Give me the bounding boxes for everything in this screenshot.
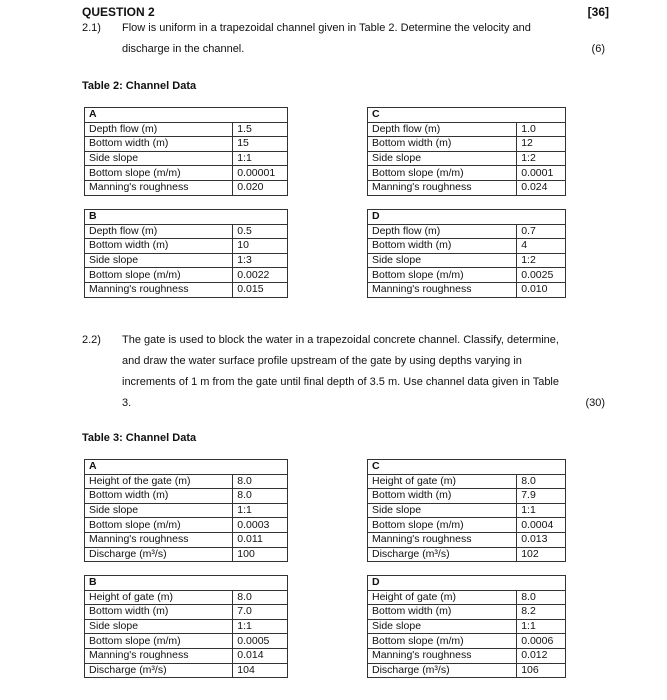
param-name: Bottom width (m): [85, 137, 233, 152]
param-name: Bottom width (m): [368, 239, 517, 254]
param-value: 0.5: [233, 224, 288, 239]
question-title: QUESTION 2: [82, 5, 155, 19]
param-name: Bottom slope (m/m): [368, 268, 517, 283]
param-value: 0.014: [233, 648, 288, 663]
param-value: 0.013: [517, 532, 566, 547]
param-name: Manning's roughness: [368, 282, 517, 297]
table2-d: [367, 209, 566, 298]
param-name: Bottom slope (m/m): [85, 268, 233, 283]
param-value: 0.010: [517, 282, 566, 297]
param-name: Discharge (m³/s): [85, 663, 233, 678]
table-label: A: [85, 460, 288, 475]
param-name: Bottom width (m): [368, 137, 517, 152]
param-value: 8.0: [517, 590, 566, 605]
param-name: Discharge (m³/s): [368, 547, 517, 562]
param-value: 1:1: [233, 503, 288, 518]
param-value: 1:1: [233, 619, 288, 634]
param-name: Manning's roughness: [368, 532, 517, 547]
param-value: 0.0006: [517, 634, 566, 649]
param-value: 0.0003: [233, 518, 288, 533]
param-value: 7.0: [233, 605, 288, 620]
total-marks: [36]: [587, 5, 609, 19]
param-name: Discharge (m³/s): [85, 547, 233, 562]
param-name: Manning's roughness: [85, 648, 233, 663]
param-value: 0.012: [517, 648, 566, 663]
param-value: 0.0001: [517, 166, 566, 181]
param-name: Bottom slope (m/m): [85, 634, 233, 649]
q21-marks: (6): [591, 43, 605, 55]
param-name: Side slope: [85, 253, 233, 268]
param-value: 0.0022: [233, 268, 288, 283]
param-name: Side slope: [85, 619, 233, 634]
param-value: 0.020: [233, 180, 288, 195]
param-value: 1:1: [517, 619, 566, 634]
table-label: B: [85, 210, 288, 225]
param-name: Manning's roughness: [85, 282, 233, 297]
table-label: D: [368, 576, 566, 591]
table-label: B: [85, 576, 288, 591]
param-value: 4: [517, 239, 566, 254]
param-value: 8.0: [233, 489, 288, 504]
param-name: Side slope: [85, 503, 233, 518]
param-value: 1:2: [517, 151, 566, 166]
param-value: 0.015: [233, 282, 288, 297]
param-value: 104: [233, 663, 288, 678]
param-name: Bottom width (m): [85, 605, 233, 620]
param-value: 1.0: [517, 122, 566, 137]
param-value: 1:1: [233, 151, 288, 166]
param-value: 7.9: [517, 489, 566, 504]
param-value: 8.0: [233, 590, 288, 605]
table2-caption: Table 2: Channel Data: [82, 80, 197, 92]
param-value: 1.5: [233, 122, 288, 137]
q22-number: 2.2): [82, 334, 101, 346]
param-name: Side slope: [368, 253, 517, 268]
param-name: Side slope: [368, 619, 517, 634]
param-name: Depth flow (m): [85, 224, 233, 239]
param-value: 0.00001: [233, 166, 288, 181]
param-name: Side slope: [368, 503, 517, 518]
param-value: 12: [517, 137, 566, 152]
param-value: 100: [233, 547, 288, 562]
param-name: Manning's roughness: [85, 180, 233, 195]
table3-caption: Table 3: Channel Data: [82, 432, 197, 444]
param-value: 106: [517, 663, 566, 678]
param-value: 8.2: [517, 605, 566, 620]
param-name: Height of gate (m): [368, 590, 517, 605]
param-name: Discharge (m³/s): [368, 663, 517, 678]
table3-c: [367, 459, 566, 562]
param-value: 1:3: [233, 253, 288, 268]
table-label: D: [368, 210, 566, 225]
table2-b: [84, 209, 288, 298]
param-name: Manning's roughness: [368, 648, 517, 663]
q22-text: The gate is used to block the water in a trapezoidal concrete channel. Classify, determine, and draw the water surface profile upstream of the gate by using depths varying in increments of 1 m from the gate until final depth of 3.5 m. Use channel data given in Table 3.: [122, 334, 559, 409]
param-name: Height of the gate (m): [85, 474, 233, 489]
param-name: Side slope: [85, 151, 233, 166]
param-name: Bottom slope (m/m): [85, 166, 233, 181]
param-name: Height of gate (m): [85, 590, 233, 605]
param-value: 1:2: [517, 253, 566, 268]
table-label: C: [368, 108, 566, 123]
param-name: Depth flow (m): [368, 224, 517, 239]
table2-a: [84, 107, 288, 196]
param-value: 8.0: [233, 474, 288, 489]
param-name: Manning's roughness: [85, 532, 233, 547]
param-name: Height of gate (m): [368, 474, 517, 489]
param-value: 10: [233, 239, 288, 254]
param-value: 0.0004: [517, 518, 566, 533]
table3-a: [84, 459, 288, 562]
param-value: 0.024: [517, 180, 566, 195]
q21-number: 2.1): [82, 22, 101, 34]
param-name: Depth flow (m): [85, 122, 233, 137]
param-value: 0.011: [233, 532, 288, 547]
param-value: 0.0025: [517, 268, 566, 283]
param-name: Bottom slope (m/m): [368, 166, 517, 181]
param-name: Depth flow (m): [368, 122, 517, 137]
param-name: Manning's roughness: [368, 180, 517, 195]
param-name: Bottom width (m): [368, 489, 517, 504]
table-label: C: [368, 460, 566, 475]
param-name: Bottom slope (m/m): [368, 518, 517, 533]
table2-c: [367, 107, 566, 196]
q21-text: Flow is uniform in a trapezoidal channel given in Table 2. Determine the velocity and discharge in the channel.: [122, 22, 531, 55]
param-value: 102: [517, 547, 566, 562]
param-name: Bottom width (m): [368, 605, 517, 620]
param-value: 0.0005: [233, 634, 288, 649]
param-name: Bottom slope (m/m): [85, 518, 233, 533]
table3-b: [84, 575, 288, 678]
param-name: Bottom slope (m/m): [368, 634, 517, 649]
param-value: 15: [233, 137, 288, 152]
param-name: Bottom width (m): [85, 489, 233, 504]
param-name: Side slope: [368, 151, 517, 166]
param-name: Bottom width (m): [85, 239, 233, 254]
param-value: 0.7: [517, 224, 566, 239]
param-value: 1:1: [517, 503, 566, 518]
table-label: A: [85, 108, 288, 123]
param-value: 8.0: [517, 474, 566, 489]
q22-marks: (30): [585, 397, 605, 409]
table3-d: [367, 575, 566, 678]
